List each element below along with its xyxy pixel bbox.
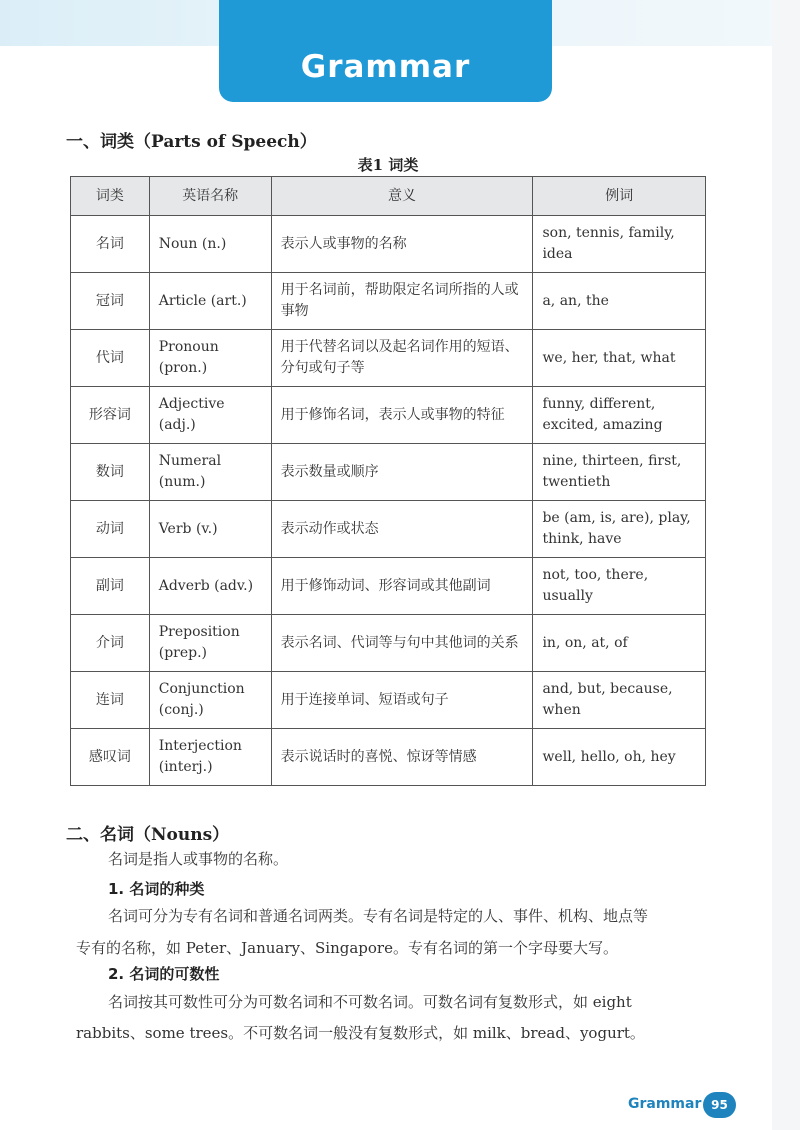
column-header: 英语名称 — [149, 177, 271, 216]
table-row — [71, 729, 706, 786]
table-row — [71, 387, 706, 444]
parts-of-speech-table — [70, 176, 706, 786]
subheading-countability: 2. 名词的可数性 — [108, 965, 220, 983]
nouns-intro: 名词是指人或事物的名称。 — [108, 850, 289, 868]
cell-meaning: 用于修饰动词、形容词或其他副词 — [271, 558, 533, 615]
cell-english-name: Noun (n.) — [149, 216, 271, 273]
cell-meaning: 用于连接单词、短语或句子 — [271, 672, 533, 729]
cell-word-class: 连词 — [71, 672, 150, 729]
table-row — [71, 672, 706, 729]
cell-meaning: 用于代替名词以及起名词作用的短语、分句或句子等 — [271, 330, 533, 387]
cell-english-name: Numeral (num.) — [149, 444, 271, 501]
cell-word-class: 介词 — [71, 615, 150, 672]
cell-english-name: Adjective (adj.) — [149, 387, 271, 444]
cell-meaning: 表示动作或状态 — [271, 501, 533, 558]
table-row — [71, 216, 706, 273]
cell-english-name: Interjection (interj.) — [149, 729, 271, 786]
table-row — [71, 615, 706, 672]
cell-word-class: 动词 — [71, 501, 150, 558]
cell-word-class: 名词 — [71, 216, 150, 273]
cell-meaning: 表示数量或顺序 — [271, 444, 533, 501]
cell-meaning: 表示人或事物的名称 — [271, 216, 533, 273]
cell-examples: a, an, the — [533, 273, 706, 330]
cell-word-class: 代词 — [71, 330, 150, 387]
column-header: 意义 — [271, 177, 533, 216]
cell-examples: nine, thirteen, first, twentieth — [533, 444, 706, 501]
cell-english-name: Verb (v.) — [149, 501, 271, 558]
cell-examples: be (am, is, are), play, think, have — [533, 501, 706, 558]
cell-examples: well, hello, oh, hey — [533, 729, 706, 786]
page-number: 95 — [703, 1092, 736, 1118]
cell-word-class: 副词 — [71, 558, 150, 615]
cell-meaning: 表示名词、代词等与句中其他词的关系 — [271, 615, 533, 672]
paragraph-line: 专有的名称，如 Peter、January、Singapore。专有名词的第一个字母要大写。 — [76, 939, 618, 957]
cell-word-class: 形容词 — [71, 387, 150, 444]
table-row — [71, 330, 706, 387]
cell-english-name: Article (art.) — [149, 273, 271, 330]
paragraph-line: rabbits、some trees。不可数名词一般没有复数形式，如 milk、bread、yogurt。 — [76, 1024, 645, 1042]
cell-examples: we, her, that, what — [533, 330, 706, 387]
cell-examples: funny, different, excited, amazing — [533, 387, 706, 444]
cell-examples: and, but, because, when — [533, 672, 706, 729]
table-caption: 表1 词类 — [357, 156, 419, 174]
section-2-title: 二、名词（Nouns） — [66, 825, 230, 845]
paragraph-line: 名词按其可数性可分为可数名词和不可数名词。可数名词有复数形式，如 eight — [108, 993, 632, 1011]
subheading-noun-types: 1. 名词的种类 — [108, 880, 205, 898]
section-1-title: 一、词类（Parts of Speech） — [66, 132, 317, 152]
cell-word-class: 数词 — [71, 444, 150, 501]
cell-english-name: Preposition (prep.) — [149, 615, 271, 672]
cell-meaning: 用于修饰名词，表示人或事物的特征 — [271, 387, 533, 444]
table-row — [71, 558, 706, 615]
table-row — [71, 501, 706, 558]
column-header: 词类 — [71, 177, 150, 216]
cell-word-class: 冠词 — [71, 273, 150, 330]
page-edge — [772, 0, 800, 1130]
page-title: Grammar — [219, 0, 552, 102]
cell-meaning: 用于名词前，帮助限定名词所指的人或事物 — [271, 273, 533, 330]
cell-meaning: 表示说话时的喜悦、惊讶等情感 — [271, 729, 533, 786]
cell-examples: not, too, there, usually — [533, 558, 706, 615]
table-row — [71, 444, 706, 501]
table-header-row — [71, 177, 706, 216]
paragraph-line: 名词可分为专有名词和普通名词两类。专有名词是特定的人、事件、机构、地点等 — [108, 907, 649, 925]
cell-examples: in, on, at, of — [533, 615, 706, 672]
table-row — [71, 273, 706, 330]
cell-examples: son, tennis, family, idea — [533, 216, 706, 273]
footer-label: Grammar — [628, 1096, 702, 1112]
column-header: 例词 — [533, 177, 706, 216]
cell-word-class: 感叹词 — [71, 729, 150, 786]
cell-english-name: Pronoun (pron.) — [149, 330, 271, 387]
cell-english-name: Conjunction (conj.) — [149, 672, 271, 729]
cell-english-name: Adverb (adv.) — [149, 558, 271, 615]
